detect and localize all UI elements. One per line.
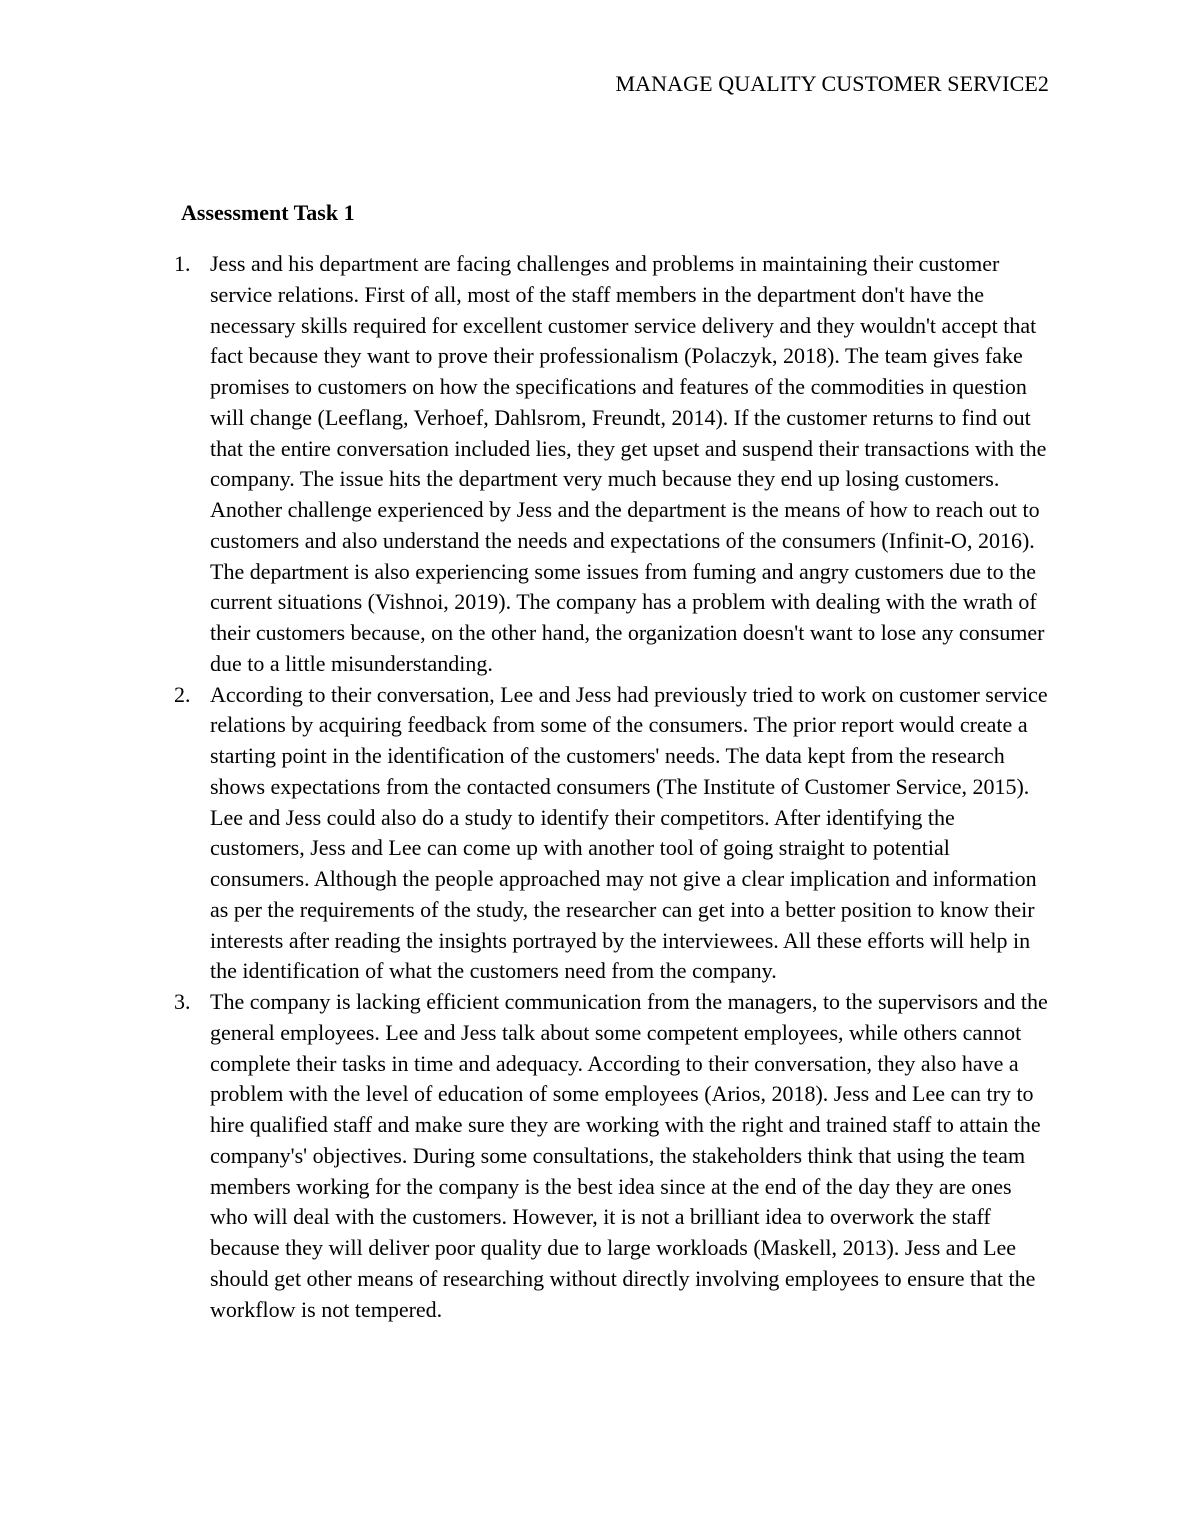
running-head: MANAGE QUALITY CUSTOMER SERVICE2 bbox=[615, 71, 1049, 96]
item-number: 2. bbox=[174, 681, 191, 707]
item-number: 1. bbox=[174, 251, 191, 276]
task-list bbox=[174, 249, 1052, 1325]
section-heading: Assessment Task 1 bbox=[181, 200, 355, 225]
item-text: Jess and his department are facing challenges and problems in maintaining their customer service relations. First of all, most of the staff members in the department don't have the necessary skills required for excellent customer service delivery and they wouldn't accept that fact because they want to prove their professionalism (Polaczyk, 2018). The team gives fake promises to customers on how the specifications and features of the commodities in question will change (Leeflang, Verhoef, Dahlsrom, Freundt, 2014). If the customer returns to find out that the entire conversation included lies, they get upset and suspend their transactions with the company. The issue hits the department very much because they end up losing customers. Another challenge experienced by Jess and the department is the means of how to reach out to customers and also understand the needs and expectations of the consumers (Infinit-O, 2016). The department is also experiencing some issues from fuming and angry customers due to the current situations (Vishnoi, 2019). The company has a problem with dealing with the wrath of their customers because, on the other hand, the organization doesn't want to lose any consumer due to a little misunderstanding. bbox=[210, 251, 1047, 676]
item-text: The company is lacking efficient communication from the managers, to the supervisors and the general employees. Lee and Jess talk about some competent employees, while others cannot complete their tasks in time and adequacy. According to their conversation, they also have a problem with the level of education of some employees (Arios, 2018). Jess and Lee can try to hire qualified staff and make sure they are working with the right and trained staff to attain the company's' objectives. During some consultations, the stakeholders think that using the team members working for the company is the best idea since at the end of the day they are ones who will deal with the customers. However, it is not a brilliant idea to overwork the staff because they will deliver poor quality due to large workloads (Maskell, 2013). Jess and Lee should get other means of researching without directly involving employees to ensure that the workflow is not tempered. bbox=[210, 989, 1048, 1322]
task-item-3 bbox=[174, 987, 1052, 1325]
task-item-2 bbox=[174, 680, 1052, 988]
task-item-1 bbox=[174, 249, 1052, 680]
item-text: According to their conversation, Lee and Jess had previously tried to work on customer service relations by acquiring feedback from some of the consumers. The prior report would create a starting point in the identification of the customers' needs. The data kept from the research shows expectations from the contacted consumers (The Institute of Customer Service, 2015). Lee and Jess could also do a study to identify their competitors. After identifying the customers, Jess and Lee can come up with another tool of going straight to potential consumers. Although the people approached may not give a clear implication and information as per the requirements of the study, the researcher can get into a better position to know their interests after reading the insights portrayed by the interviewees. All these efforts will help in the identification of what the customers need from the company. bbox=[210, 681, 1048, 984]
item-number: 3. bbox=[174, 989, 191, 1014]
